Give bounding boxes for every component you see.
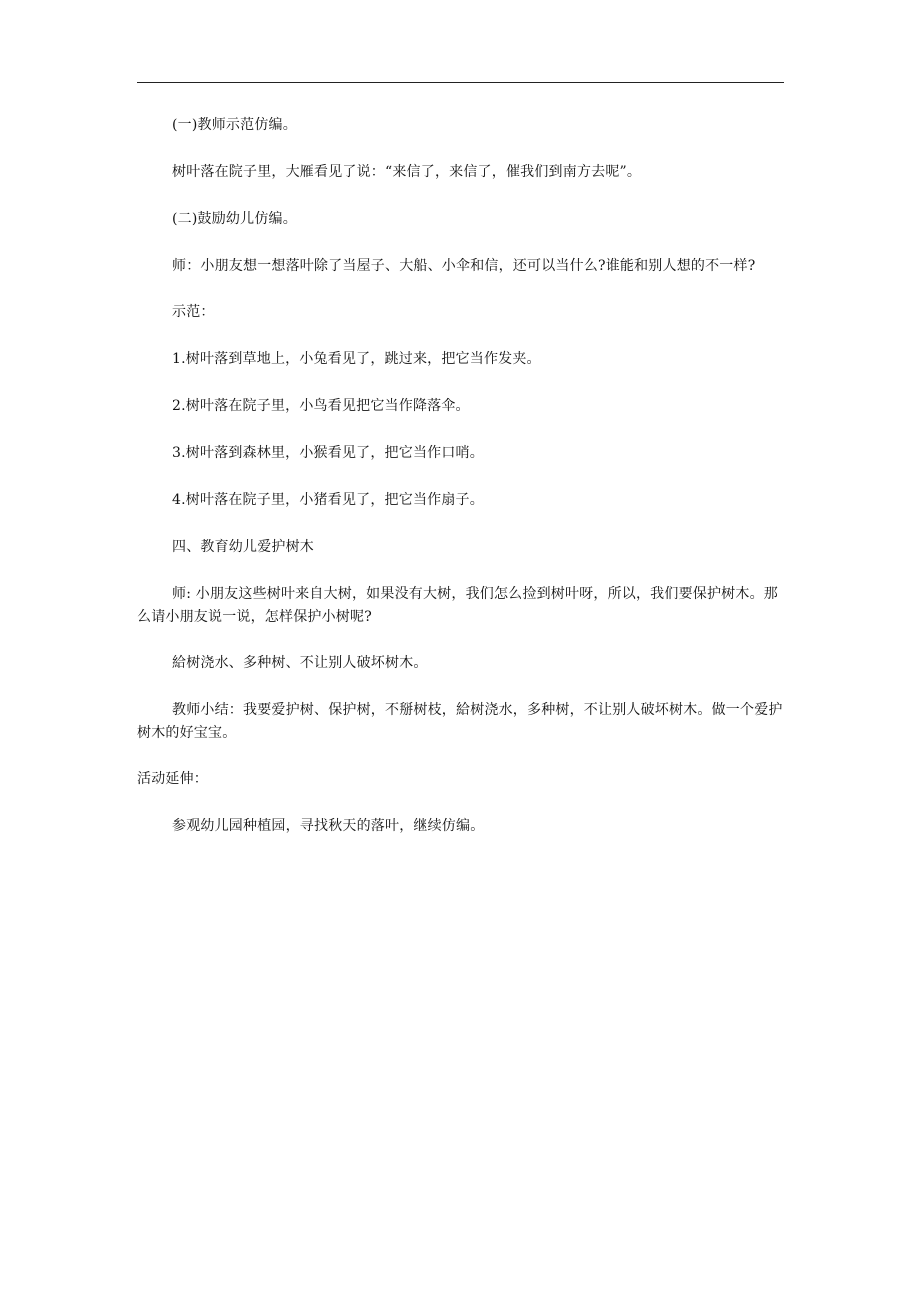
activity-extension-heading: 活动延伸： — [137, 771, 208, 787]
teacher-question: 师：小朋友想一想落叶除了当屋子、大船、小伞和信，还可以当什么?谁能和别人想的不一样? — [172, 258, 756, 274]
teacher-demo-example: 树叶落在院子里，大雁看见了说：“来信了，来信了，催我们到南方去呢”。 — [172, 164, 642, 180]
child-answer: 給树浇水、多种树、不让别人破坏树木。 — [172, 655, 428, 671]
example-item-2: 2.树叶落在院子里，小鸟看见把它当作降落伞。 — [172, 398, 470, 414]
teacher-care-question: 师: 小朋友这些树叶来自大树，如果没有大树，我们怎么捡到树叶呀，所以，我们要保护树木。那么请小朋友说一说，怎样保护小树呢? — [137, 586, 778, 625]
document-body — [137, 114, 787, 862]
example-label: 示范： — [172, 304, 215, 320]
teacher-summary: 教师小结：我要爱护树、保护树，不掰树枝，給树浇水，多种树，不让别人破坏树木。做一个爱护树木的好宝宝。 — [137, 702, 783, 741]
section-heading-child-imitation: (二)鼓励幼儿仿编。 — [172, 211, 297, 227]
header-rule — [137, 82, 784, 83]
section-heading-care-for-trees: 四、教育幼儿爱护树木 — [172, 539, 314, 555]
section-heading-teacher-demo: (一)教师示范仿编。 — [172, 117, 297, 133]
example-item-3: 3.树叶落到森林里，小猴看见了，把它当作口哨。 — [172, 445, 484, 461]
example-item-1: 1.树叶落到草地上，小兔看见了，跳过来，把它当作发夹。 — [172, 351, 541, 367]
activity-extension-text: 参观幼儿园种植园，寻找秋天的落叶，继续仿编。 — [172, 818, 485, 834]
example-item-4: 4.树叶落在院子里，小猪看见了，把它当作扇子。 — [172, 492, 484, 508]
